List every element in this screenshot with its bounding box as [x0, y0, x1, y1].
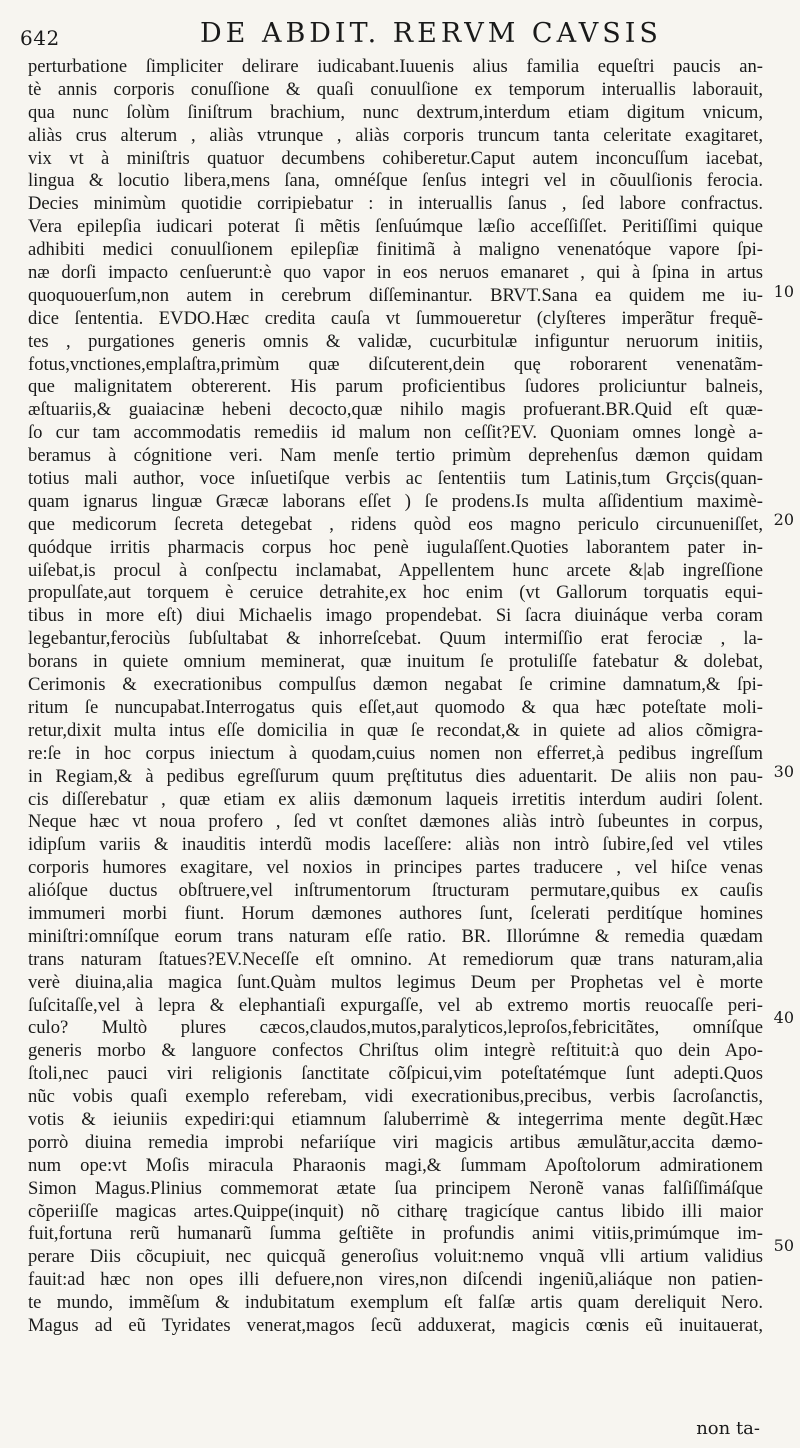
text-line: re:ſe in hoc corpus iniectum à quodam,cuius nomen non efferret,à pedibus ingreſſum — [28, 742, 763, 764]
text-line: Neque hæc vt noua profero , ſed vt conſtet dæmones aliàs intrò ſubeuntes in corpus, — [28, 811, 763, 833]
text-line — [28, 1338, 763, 1361]
text-line: fauit:ad hæc non opes illi defuere,non vires,non diſcendi ingeniũ,aliáque non patien- — [28, 1269, 763, 1291]
text-line: porrò diuina remedia improbi nefariíque viri magicis artibus æmulãtur,accita dæmo- — [28, 1131, 763, 1153]
text-line: aliàs crus alterum , aliàs vtrunque , aliàs corporis truncum tanta celeritate exagitaret, — [28, 124, 763, 146]
text-line: miniſtri:omníſque eorum trans naturam eſſe ratio. BR. Illorúmne & remedia quædam — [28, 925, 763, 947]
text-line: ritum ſe nuncupabat.Interrogatus quis eſſet,aut quomodo & qua hæc poteſtate moli- — [28, 696, 763, 718]
text-line: perturbatione ſimpliciter delirare iudicabant.Iuuenis alius familia equeſtri paucis an- — [28, 56, 763, 77]
text-line: vix vt à miniſtris quatuor decumbens cohiberetur.Caput autem inconcuſſum iacebat, — [28, 147, 763, 169]
text-line: nũc vobis quaſi exemplo referebam, vidi execrationibus,precibus, verbis ſacroſanctis, — [28, 1086, 763, 1108]
text-line: que medicorum ſecreta detegebat , ridens quòd eos magno periculo circunueniſſet, — [28, 513, 763, 535]
text-line: perare Diis cõcupiuit, nec quicquã generoſius voluit:nemo vnquã vlli artium validius — [28, 1246, 763, 1268]
text-line: ſuſcitaſſe,vel à lepra & elephantiaſi expurgaſſe, vel ab extremo mortis reuocaſſe peri- — [28, 994, 763, 1016]
text-line: que malignitatem obtererent. His parum proficientibus ſudores proliciuntur balneis, — [28, 376, 763, 398]
text-line: culo? Multò plures cæcos,claudos,mutos,paralyticos,leproſos,febricitãtes, omníſque — [28, 1017, 763, 1039]
text-line: in Regiam,& à pedibus egreſſurum quum pręſtitutus dies aduentarit. De aliis non pau- — [28, 765, 763, 787]
text-line: retur,dixit multa intus eſſe domicilia in quæ ſe recondat,& in quiete ad alios cõmigra- — [28, 719, 763, 741]
text-line: fotus,vnctiones,emplaſtra,primùm quæ diſcuterent,dein quę roborarent venenatãm- — [28, 353, 763, 375]
text-line: quódque irritis pharmacis corpus hoc penè iugulaſſent.Quoties laborantem pater in- — [28, 536, 763, 558]
text-line: Decies minimùm quotidie corripiebatur : in interuallis ſanus , ſed labore confractus. — [28, 193, 763, 215]
text-line: ſo cur tam accommodatis remediis id malum non ceſſit?EV. Quoniam omnes longè a- — [28, 422, 763, 444]
margin-line-number: 50 — [773, 1236, 794, 1255]
running-head: DE ABDIT. RERVM CAVSIS — [200, 18, 662, 49]
text-line: legebantur,ferociùs ſubſultabat & inhorreſcebat. Quum intermiſſio erat ferociæ , la- — [28, 628, 763, 650]
text-line: æſtuariis,& guaiacinæ hebeni decocto,quæ nihilo magis profuerant.BR.Quid eſt quæ- — [28, 399, 763, 421]
text-line: ſtoli,nec pauci viri religionis ſanctitate cõſpicui,vim poteſtatémque ſunt adepti.Quos — [28, 1063, 763, 1085]
text-line: alióſque ductus obſtruere,vel inſtrumentorum ſtructuram permutare,quibus ex cauſis — [28, 880, 763, 902]
text-line: adhibiti medici conuulſionem epilepſiæ finitimã à maligno venenatóque vapore ſpi- — [28, 239, 763, 261]
page-number: 642 — [20, 26, 60, 50]
text-line: dice ſententia. EVDO.Hæc credita cauſa vt ſummoueretur (clyſteres imperãtur frequẽ- — [28, 307, 763, 329]
text-line: te mundo, immẽſum & indubitatum exemplum eſt falſæ artis quam dereliquit Nero. — [28, 1292, 763, 1314]
margin-line-numbers — [760, 0, 800, 1448]
text-line: borans in quiete omnium meminerat, quæ inuitum ſe protuliſſe fatebatur & dolebat, — [28, 651, 763, 673]
text-line: Vera epilepſia iudicari poterat ſi mẽtis ſenſuúmque læſio acceſſiſſet. Peritiſſimi quique — [28, 216, 763, 238]
text-line: verè diuina,alia magica ſunt.Quàm multos legimus Deum per Prophetas vel è morte — [28, 971, 763, 993]
text-line: Cerimonis & execrationibus compulſus dæmon negabat ſe crimine damnatum,& ſpi- — [28, 674, 763, 696]
text-line: lingua & locutio libera,mens ſana, omnéſque ſenſus integri vel in cõuulſionis ferocia. — [28, 170, 763, 192]
catchword: non ta- — [696, 1418, 760, 1439]
text-line: tè annis corporis conuſſione & quaſi conuulſione ex temporum interuallis laborauit, — [28, 78, 763, 100]
text-line: fuit,fortuna rerũ humanarũ ſumma geſtiẽte in profundis animi vitiis,primúmque im- — [28, 1223, 763, 1245]
text-line: tibus in more eſt) diui Michaelis imago propendebat. Si ſacra diuináque verba coram — [28, 605, 763, 627]
text-line: trans naturam ſtatues?EV.Neceſſe eſt omnino. At remediorum quæ trans naturam,alia — [28, 948, 763, 970]
text-line: beramus à cógnitione veri. Nam menſe tertio primùm deprehenſus dæmon quidam — [28, 445, 763, 467]
text-line: quoquouerſum,non autem in cerebrum diſſeminantur. BRVT.Sana ea quidem me iu- — [28, 284, 763, 306]
text-line: propulſate,aut torquem è ceruice detrahite,ex hoc enim (vt Gallorum torquatis equi- — [28, 582, 763, 604]
margin-line-number: 30 — [773, 762, 794, 781]
text-line: cõperiiſſe magicas artes.Quippe(inquit) nõ citharę tragicíque cantus libido illi maior — [28, 1200, 763, 1222]
margin-line-number: 10 — [773, 282, 794, 301]
margin-line-number: 40 — [773, 1008, 794, 1027]
text-line: immumeri morbi fiunt. Horum dæmones authores ſunt, ſcelerati perditíque homines — [28, 902, 763, 924]
text-line: num ope:vt Moſis miracula Pharaonis magi,& ſummam Apoſtolorum admirationem — [28, 1154, 763, 1176]
text-line: generis morbo & languore confectos Chriſtus olim integrè reſtituit:à quo dein Apo- — [28, 1040, 763, 1062]
text-line: Magus ad eũ Tyridates venerat,magos ſecũ adduxerat, magicis cœnis eũ inuitauerat, — [28, 1314, 763, 1336]
margin-line-number: 20 — [773, 510, 794, 529]
text-line: totius mali author, voce inſuetiſque verbis ac ſententiis tum Latinis,tum Grçcis(quan- — [28, 468, 763, 490]
text-line: votis & ieiuniis expediri:qui etiamnum ſaluberrimè & integerrima mente degũt.Hæc — [28, 1108, 763, 1130]
text-line: Simon Magus.Plinius commemorat ætate ſua principem Neronẽ vanas falſiſſimáſque — [28, 1177, 763, 1199]
text-line: cis diſſerebatur , quæ etiam ex aliis dæmonum laqueis irretitis interdum audiri ſolent. — [28, 788, 763, 810]
text-line: næ dorſi impacto cenſuerunt:è quo vapor in eos neruos emanaret , qui à ſpina in artus — [28, 262, 763, 284]
body-text — [28, 56, 763, 1361]
text-line: tes , purgationes generis omnis & validæ, cucurbitulæ infiguntur neruorum initiis, — [28, 330, 763, 352]
text-line: idipſum variis & inauditis interdũ modis laceſſere: aliàs non intrò ſubire,ſed vel vtiles — [28, 834, 763, 856]
text-line: corporis humores exagitare, vel noxios in principes partes traducere , vel hiſce venas — [28, 857, 763, 879]
text-line: uiſebat,is procul à conſpectu inclamabat, Appellentem hunc arcete &|ab ingreſſione — [28, 559, 763, 581]
text-line: quam ignarus linguæ Græcæ laborans eſſet ) ſe prodens.Is multa aſſidentium maximè- — [28, 490, 763, 512]
text-line: qua nunc ſolùm ſiniſtrum brachium, nunc dextrum,interdum etiam digitum vnicum, — [28, 101, 763, 123]
